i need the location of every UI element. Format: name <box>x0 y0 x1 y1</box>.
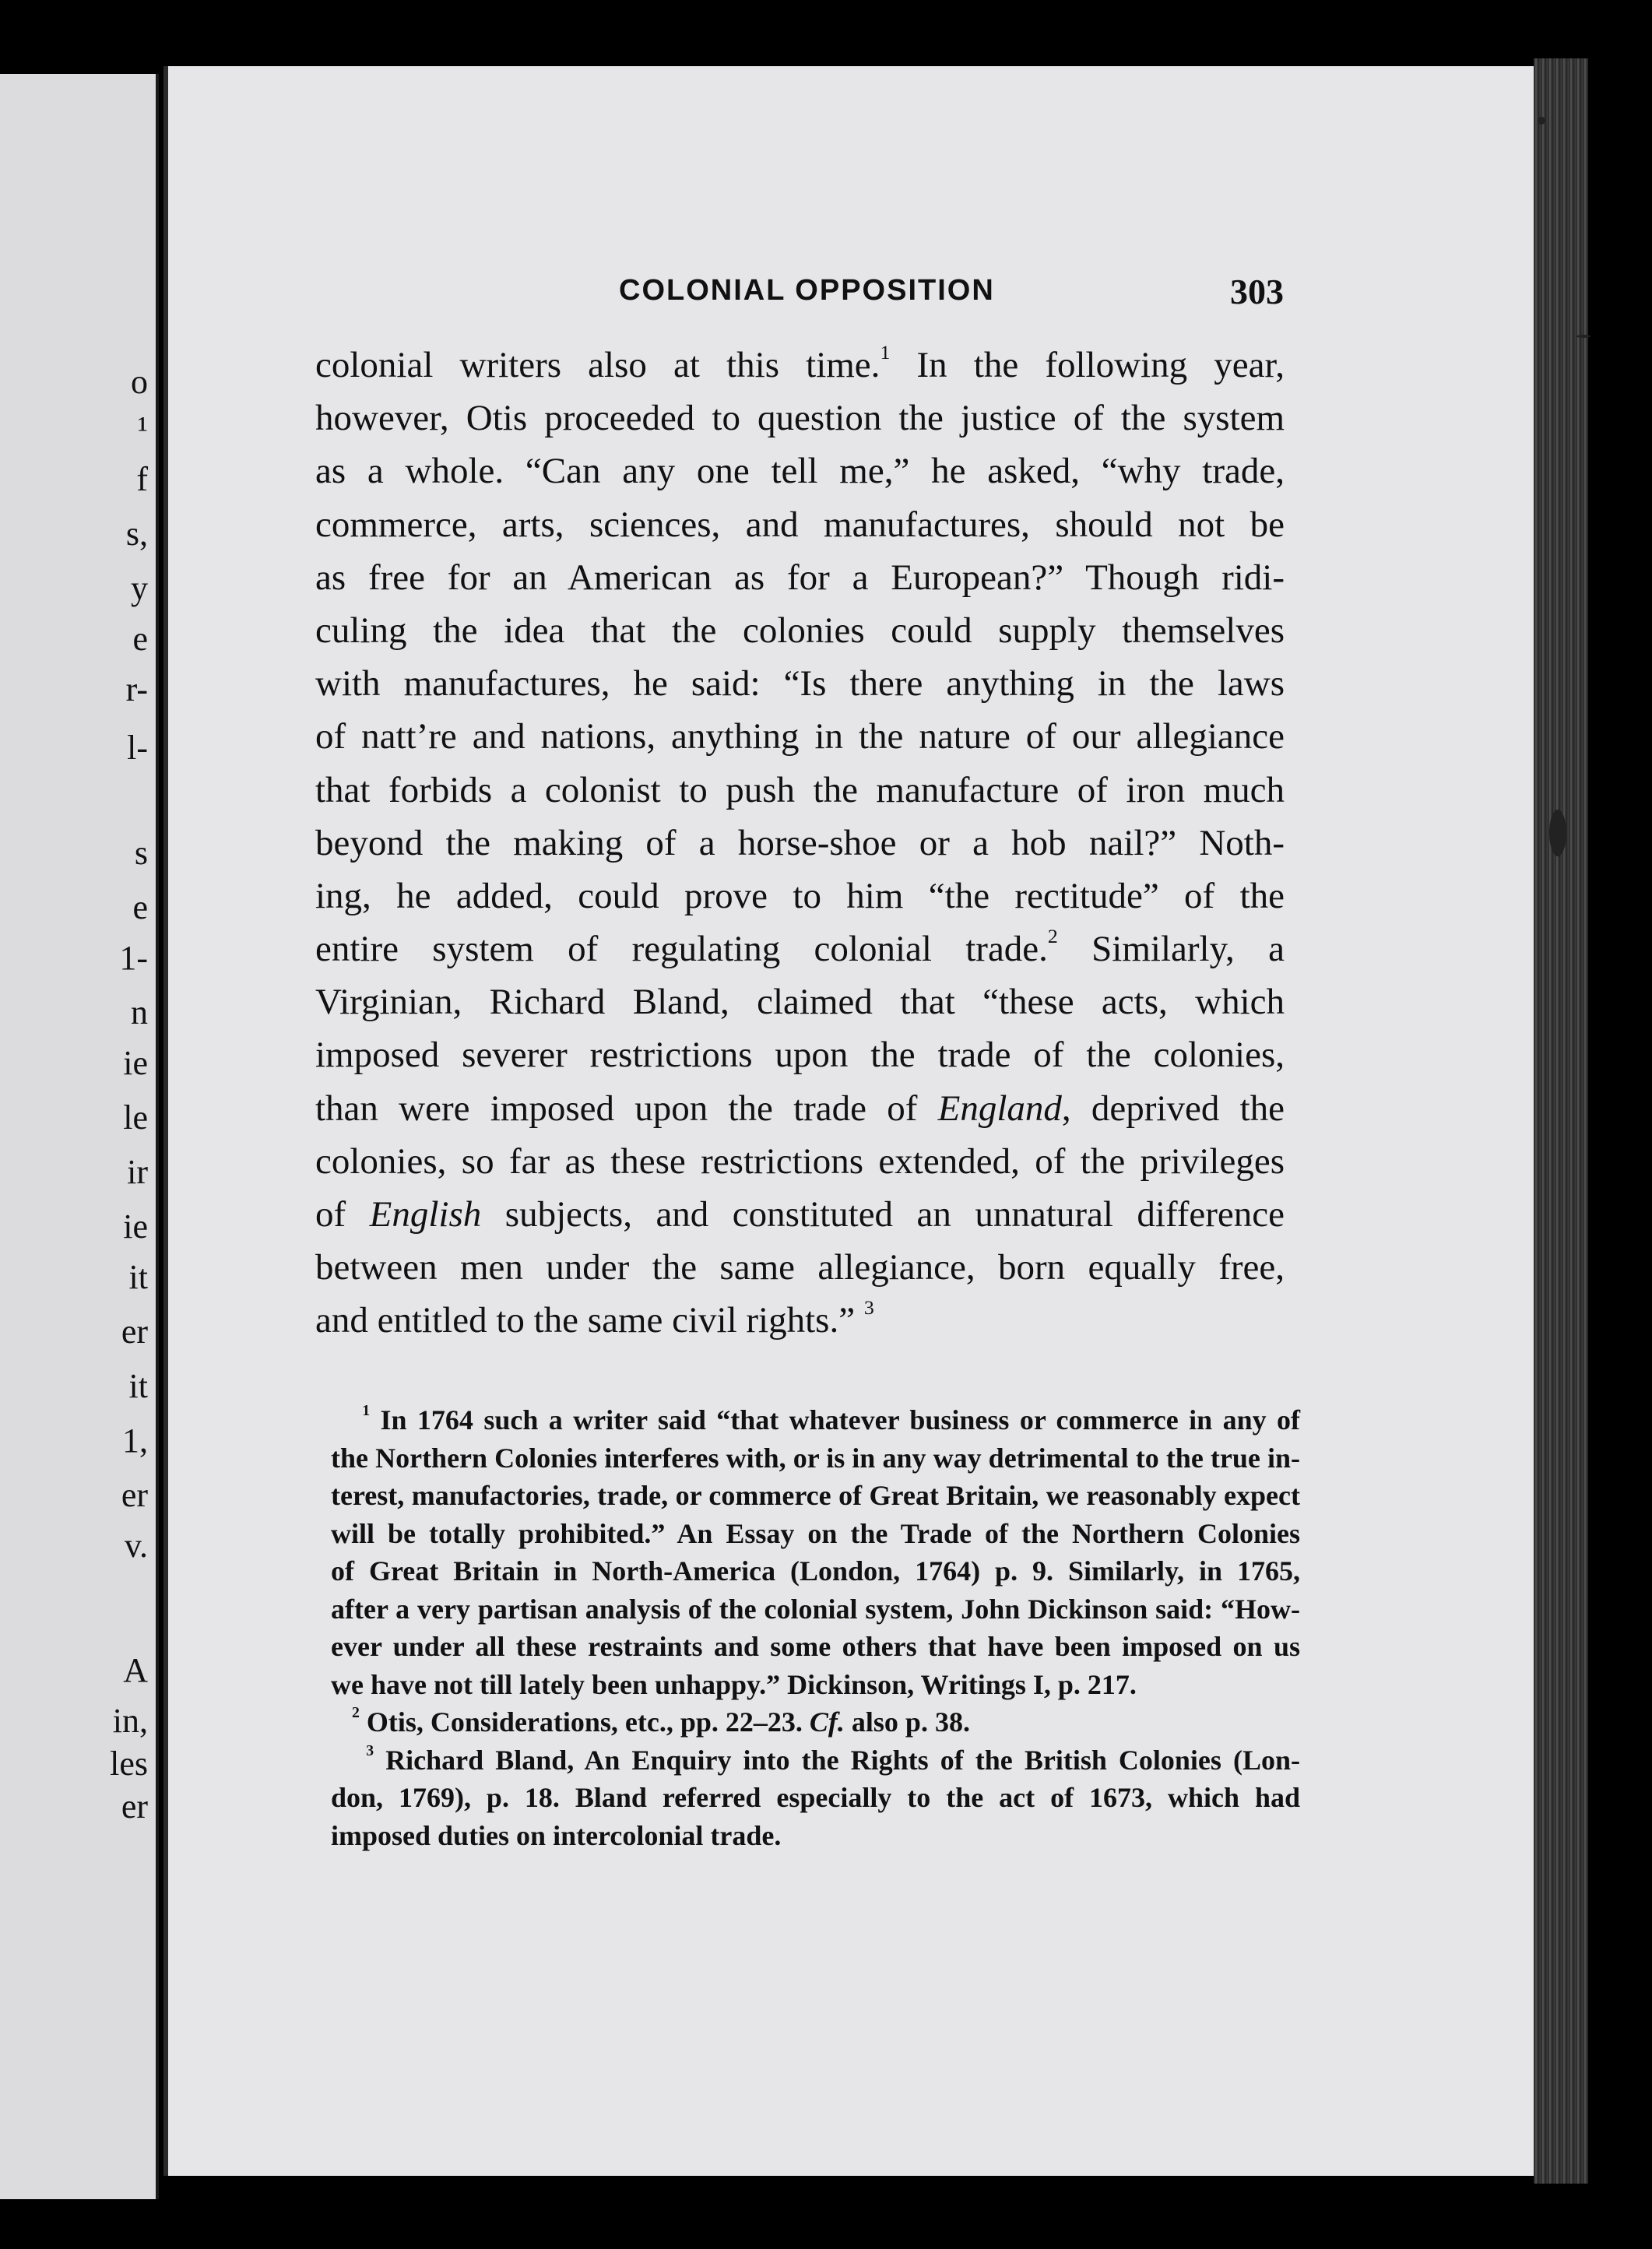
page-number: 303 <box>1230 272 1284 311</box>
footnote-mark-3: 3 <box>366 1741 374 1759</box>
footnotes <box>331 1401 1300 1854</box>
body-line: beyond the making of a horse-shoe or a hob nail?” Noth- <box>315 822 1285 863</box>
previous-page-fragment-text: l- <box>127 729 148 767</box>
body-line: of natt’re and nations, anything in the nature of our allegiance <box>315 716 1285 757</box>
previous-page-fragment-text: er <box>121 1787 148 1826</box>
footnote-2: $^2$ Otis, Considerations, etc., pp. 22–23. Cf. also p. 38. <box>352 1704 970 1738</box>
previous-page-fragment-text: f <box>136 460 148 498</box>
footnote-line: of Great Britain in North-America (London, 1764) p. 9. Similarly, in 1765, <box>331 1555 1300 1587</box>
footnote-line: the Northern Colonies interferes with, or is in any way detrimental to the true in- <box>331 1442 1300 1474</box>
footnote-line: we have not till lately been unhappy.” Dickinson, Writings I, p. 217. <box>331 1668 1137 1700</box>
body-line: colonies, so far as these restrictions extended, of the privileges <box>315 1140 1285 1182</box>
previous-page-fragment-text: ie <box>123 1044 148 1082</box>
previous-page-fragment-text: e <box>132 620 148 658</box>
previous-page-fragment-text: s, <box>125 515 148 553</box>
body-line: than were imposed upon the trade of England, deprived the <box>315 1088 1285 1129</box>
footnote-line: terest, manufactories, trade, or commerce of Great Britain, we reasonably expect <box>331 1480 1300 1511</box>
footnote-line: will be totally prohibited.” An Essay on the Trade of the Northern Colonies <box>331 1517 1300 1549</box>
previous-page-fragment-text: n <box>131 993 148 1031</box>
body-line: culing the idea that the colonies could supply themselves <box>315 610 1285 651</box>
page-edge-stack <box>1534 58 1588 2184</box>
previous-page-fragment-text: 1, <box>122 1421 148 1460</box>
body-line: as free for an American as for a European?” Though ridi- <box>315 557 1285 598</box>
previous-page-fragment-text: le <box>123 1098 148 1137</box>
previous-page-fragment-text: in, <box>112 1702 148 1740</box>
previous-page-fragment-text: ir <box>127 1153 148 1191</box>
previous-page-fragment-text: o <box>131 363 148 401</box>
body-line: however, Otis proceeded to question the justice of the system <box>315 398 1285 439</box>
running-head: COLONIAL OPPOSITION <box>619 274 995 307</box>
previous-page-fragment-text: v. <box>124 1527 148 1565</box>
body-line: as a whole. “Can any one tell me,” he asked, “why trade, <box>315 451 1285 492</box>
previous-page-fragment-text: er <box>121 1313 148 1351</box>
body-line: imposed severer restrictions upon the trade of the colonies, <box>315 1035 1285 1076</box>
body-line: of English subjects, and constituted an unnatural difference <box>315 1194 1285 1235</box>
previous-page-fragment-text: s <box>134 834 148 872</box>
footnote-mark-2: 2 <box>352 1704 360 1722</box>
footnote-line: after a very partisan analysis of the colonial system, John Dickinson said: “How- <box>331 1593 1300 1625</box>
body-line: that forbids a colonist to push the manufacture of iron much <box>315 769 1285 810</box>
footnote-ref-1: 1 <box>880 340 891 364</box>
previous-page-fragment-text: 1- <box>119 939 148 977</box>
footnote-3: $^3$ Richard Bland, An Enquiry into the Rights of the British Colonies (Lon- <box>366 1741 1300 1776</box>
footnote-line: ever under all these restraints and some others that have been imposed on us <box>331 1631 1300 1662</box>
previous-page-fragment-text: y <box>131 569 148 607</box>
body-line: colonial writers also at this time.$^1$ In the following year, <box>315 340 1285 385</box>
previous-page-fragment-text: ie <box>123 1207 148 1246</box>
previous-page-fragment-text: les <box>110 1745 148 1783</box>
previous-page-fragment-text: ¹ <box>137 409 148 448</box>
body-line: entire system of regulating colonial trade.$^2$ Similarly, a <box>315 924 1285 970</box>
body-text <box>315 339 1285 1348</box>
scan-speck <box>1538 117 1545 125</box>
body-line: ing, he added, could prove to him “the rectitude” of the <box>315 875 1285 916</box>
body-line: commerce, arts, sciences, and manufactures, should not be <box>315 504 1285 545</box>
previous-page-fragment-text: r- <box>125 670 148 708</box>
footnote-ref-2: 2 <box>1047 924 1058 947</box>
scan-speck <box>1576 335 1590 338</box>
scan-speck <box>1549 810 1566 856</box>
body-line: and entitled to the same civil rights.” $^3$ <box>315 1296 874 1341</box>
previous-page-fragment-text: it <box>128 1367 148 1405</box>
footnote-ref-3: 3 <box>863 1296 874 1320</box>
body-line: Virginian, Richard Bland, claimed that “these acts, which <box>315 982 1285 1023</box>
previous-page-fragment-text: it <box>128 1258 148 1296</box>
footnote-1: $^1$ In 1764 such a writer said “that whatever business or commerce in any of <box>362 1402 1300 1435</box>
footnote-line: imposed duties on intercolonial trade. <box>331 1819 782 1851</box>
previous-page-fragment-text: er <box>121 1476 148 1514</box>
previous-page-fragment-text: e <box>132 888 148 926</box>
body-line: with manufactures, he said: “Is there anything in the laws <box>315 663 1285 705</box>
body-line: between men under the same allegiance, born equally free, <box>315 1247 1285 1288</box>
footnote-line: don, 1769), p. 18. Bland referred especially to the act of 1673, which had <box>331 1782 1300 1813</box>
previous-page-fragment-text: A <box>123 1651 148 1689</box>
footnote-mark-1: 1 <box>362 1402 371 1420</box>
